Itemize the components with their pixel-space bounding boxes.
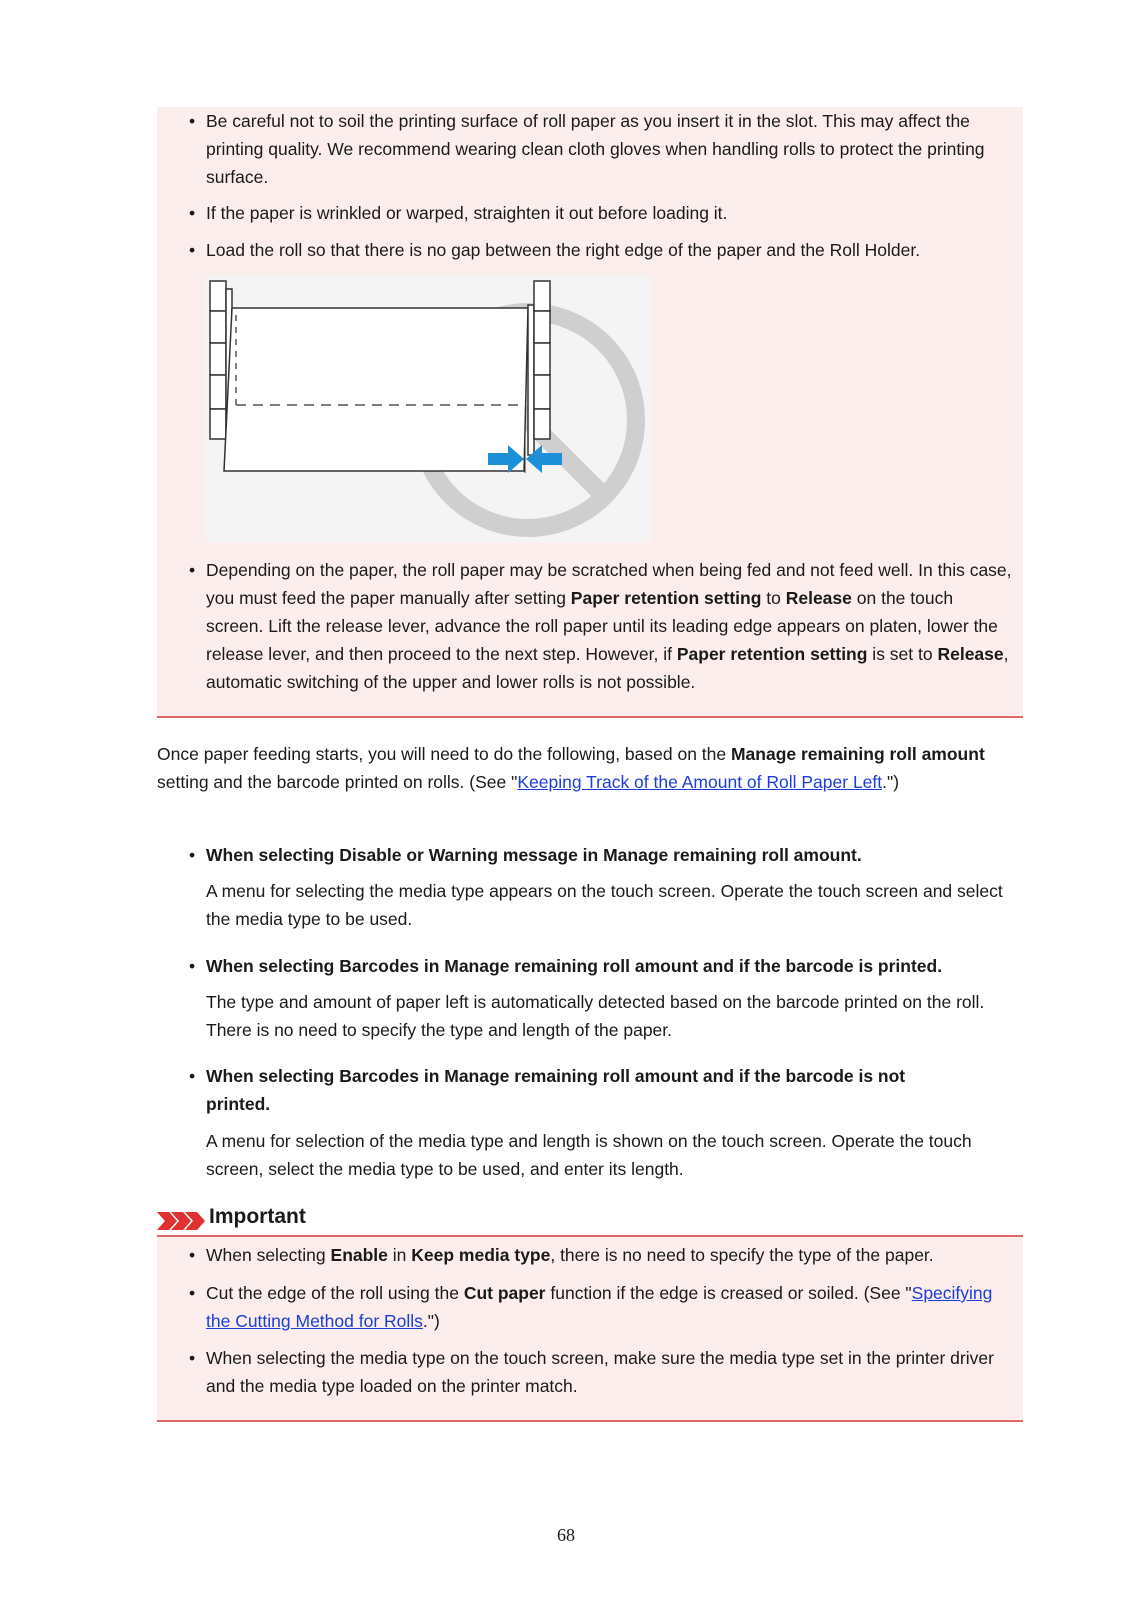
- keeping-track-link[interactable]: Keeping Track of the Amount of Roll Paper Left: [517, 772, 883, 792]
- manual-page: • Be careful not to soil the printing surface of roll paper as you insert it in the slot. This may affect the printing quality. We recommend wearing clean cloth gloves when handling rolls to protect the printing surface. • If the paper is wrinkled or warped, straighten it out before loading it. • Load the roll so that there is no gap between the right edge of the paper and the Roll Holder. • Depending on the paper, the roll paper may be scratched when being fed and not feed well. In this case, you must feed the paper manually after setting Paper retention setting to Release on the touch screen. Lift the release lever, advance the roll paper until its leading edge appears on platen, lower the release lever, and then proceed to the next step. However, if Paper retention setting is set to Release, automatic switching of the upper and lower rolls is not possible. Once paper feeding starts, you will need to do the following, based on the Manage remaining roll amount setting and the barcode printed on rolls. (See "Keeping Track of the Amount of Roll Paper Left.") • When selecting Disable or Warning message in Manage remaining roll amount. A menu for selecting the media type appears on the touch screen. Operate the touch screen and select the media type to be used. • When selecting Barcodes in Manage remaining roll amount and if the barcode is printed. The type and amount of paper left is automatically detected based on the barcode printed on the roll. There is no need to specify the type and length of the paper. • When selecting Barcodes in Manage remaining roll amount and if the barcode is not printed. A menu for selection of the media type and length is shown on the touch screen. Operate the touch screen, select the media type to be used, and enter its length. Important • When selecting Enable in Keep media type, there is no need to specify the type of the paper. • Cut the edge of the roll using the Cut paper function if the edge is creased or soiled. (See "Specifying the Cutting Method for Rolls.") • When selecting the media type on the touch screen, make sure the media type set in the printer driver and the media type loaded on the printer match. 68: [0, 0, 1132, 1600]
- bullet-text: When selecting Enable in Keep media type, there is no need to specify the type of the paper.: [206, 1245, 934, 1265]
- caution-box: • Be careful not to soil the printing surface of roll paper as you insert it in the slot. This may affect the printing quality. We recommend wearing clean cloth gloves when handling rolls to protect the printing surface. • If the paper is wrinkled or warped, straighten it out before loading it. • Load the roll so that there is no gap between the right edge of the paper and the Roll Holder. • Depending on the paper, the roll paper may be scratched when being fed and not feed well. In this case, you must feed the paper manually after setting Paper retention setting to Release on the touch screen. Lift the release lever, advance the roll paper until its leading edge appears on platen, lower the release lever, and then proceed to the next step. However, if Paper retention setting is set to Release, automatic switching of the upper and lower rolls is not possible.: [157, 107, 1023, 718]
- intro-paragraph: Once paper feeding starts, you will need to do the following, based on the Manage remaining roll amount setting and the barcode printed on rolls. (See "Keeping Track of the Amount of Roll Paper Left."): [157, 744, 985, 792]
- bullet-text: Be careful not to soil the printing surface of roll paper as you insert it in the slot. This may affect the printing quality. We recommend wearing clean cloth gloves when handling rolls to protect the printing surface.: [206, 111, 985, 187]
- bullet-text: If the paper is wrinkled or warped, straighten it out before loading it.: [206, 203, 728, 223]
- roll-paper-icon: [224, 308, 528, 471]
- important-box: • When selecting Enable in Keep media type, there is no need to specify the type of the paper. • Cut the edge of the roll using the Cut paper function if the edge is creased or soiled. (See "Specifying the Cutting Method for Rolls.") • When selecting the media type on the touch screen, make sure the media type set in the printer driver and the media type loaded on the printer match.: [157, 1237, 1023, 1422]
- case-description: A menu for selecting the media type appears on the touch screen. Operate the touch screen and select the media type to be used.: [206, 881, 1003, 929]
- important-label: Important: [209, 1205, 306, 1228]
- bullet-text: Depending on the paper, the roll paper may be scratched when being fed and not feed well. In this case, you must feed the paper manually after setting Paper retention setting to Release on the touch screen. Lift the release lever, advance the roll paper until its leading edge appears on platen, lower the release lever, and then proceed to the next step. However, if Paper retention setting is set to Release, automatic switching of the upper and lower rolls is not possible.: [206, 560, 1012, 692]
- cutting-method-link[interactable]: Specifying the Cutting Method for Rolls: [206, 1283, 993, 1331]
- bullet-text: Load the roll so that there is no gap between the right edge of the paper and the Roll Holder.: [206, 240, 921, 260]
- bullet-text: When selecting the media type on the touch screen, make sure the media type set in the printer driver and the media type loaded on the printer match.: [206, 1348, 994, 1396]
- roll-holder-illustration: [206, 275, 651, 542]
- bullet-text: Cut the edge of the roll using the Cut paper function if the edge is creased or soiled. (See "Specifying the Cutting Method for Rolls."): [206, 1283, 993, 1331]
- right-roll-holder-icon: [528, 281, 550, 455]
- roll-loading-figure: [206, 275, 651, 542]
- page-number: 68: [557, 1525, 575, 1545]
- important-heading: [157, 1204, 1023, 1234]
- case-description: The type and amount of paper left is automatically detected based on the barcode printed on the roll. There is no need to specify the type and length of the paper.: [206, 992, 985, 1040]
- case-description: A menu for selection of the media type and length is shown on the touch screen. Operate the touch screen, select the media type to be used, and enter its length.: [206, 1131, 972, 1179]
- triple-chevron-icon: [157, 1208, 207, 1234]
